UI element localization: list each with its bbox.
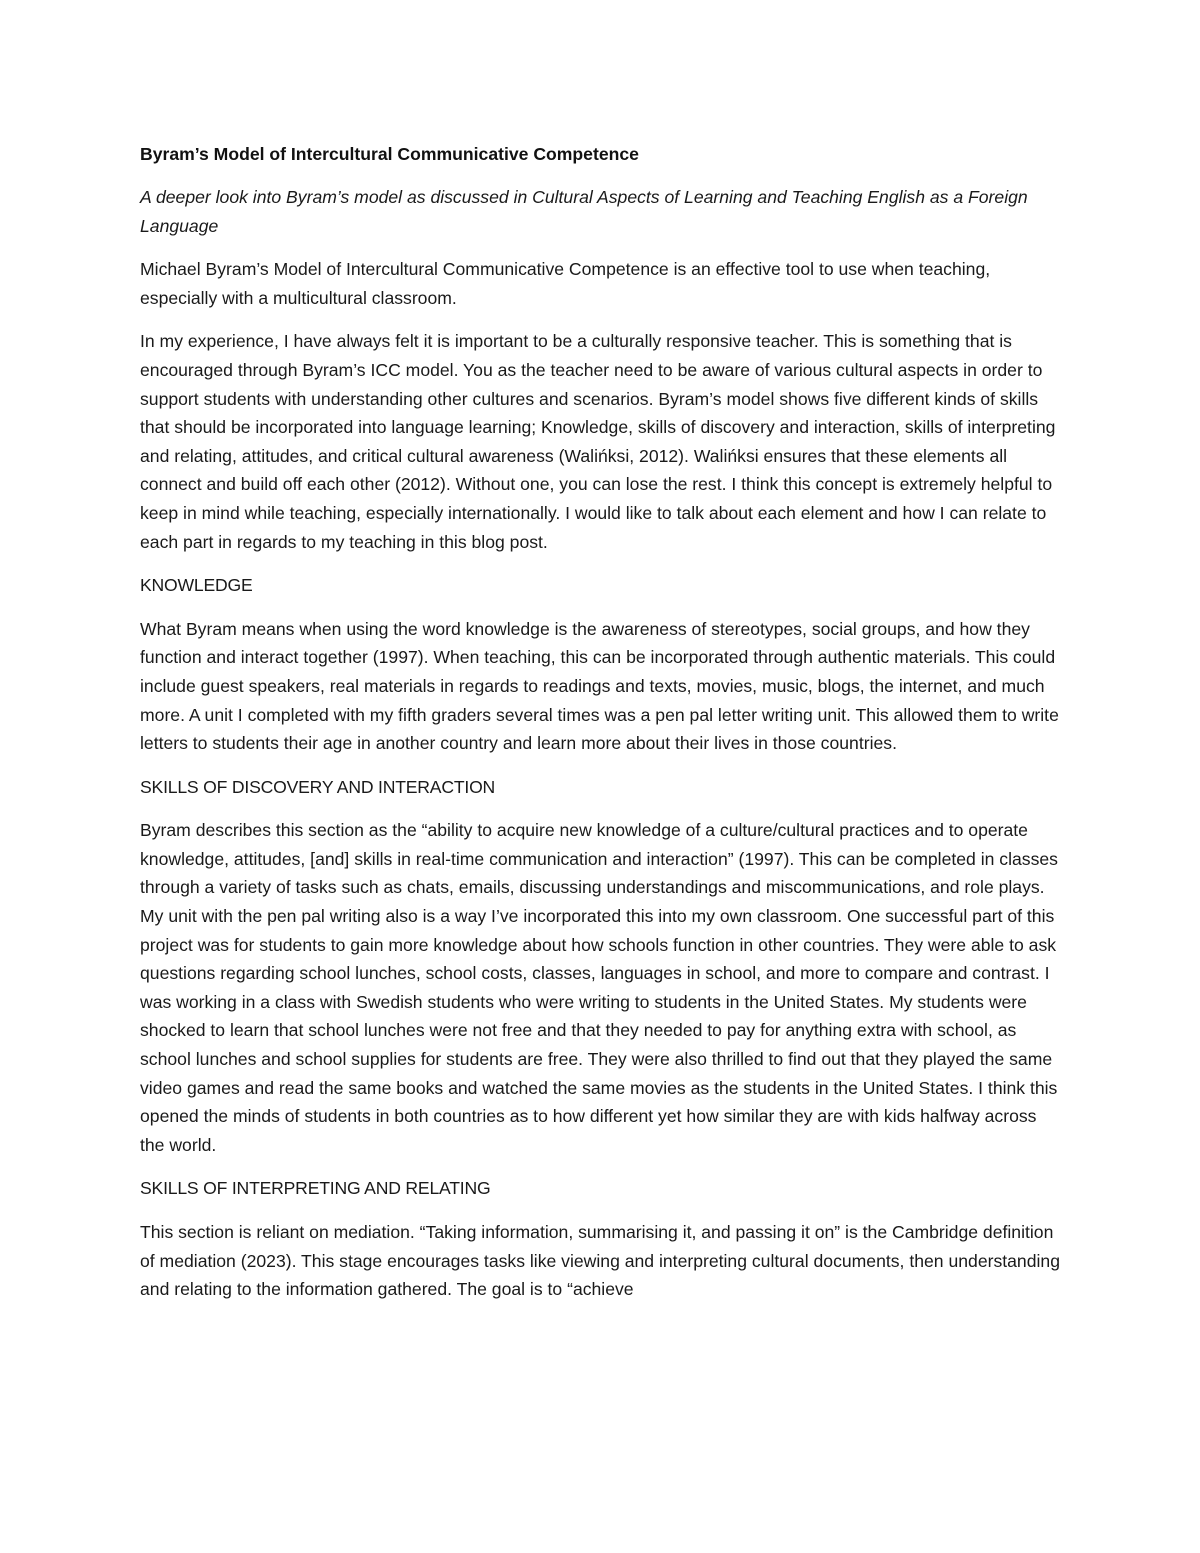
document-body bbox=[140, 140, 1065, 1319]
document-title: Byram’s Model of Intercultural Communicative Competence bbox=[140, 144, 639, 164]
experience-paragraph: In my experience, I have always felt it is important to be a culturally responsive teacher. This is something that is encouraged through Byram’s ICC model. You as the teacher need to be aware of various cultural aspects in order to support students with understanding other cultures and scenarios. Byram’s model shows five different kinds of skills that should be incorporated into language learning; Knowledge, skills of discovery and interaction, skills of interpreting and relating, attitudes, and critical cultural awareness (Walińksi, 2012). Walińksi ensures that these elements all connect and build off each other (2012). Without one, you can lose the rest. I think this concept is extremely helpful to keep in mind while teaching, especially internationally. I would like to talk about each element and how I can relate to each part in regards to my teaching in this blog post. bbox=[140, 331, 1056, 552]
section-heading-interpreting-relating: SKILLS OF INTERPRETING AND RELATING bbox=[140, 1178, 491, 1199]
section-heading-discovery-interaction: SKILLS OF DISCOVERY AND INTERACTION bbox=[140, 776, 496, 797]
document-subtitle: A deeper look into Byram’s model as discussed in Cultural Aspects of Learning and Teaching English as a Foreign Language bbox=[140, 187, 1028, 236]
section-body-knowledge: What Byram means when using the word knowledge is the awareness of stereotypes, social groups, and how they function and interact together (1997). When teaching, this can be incorporated through authentic materials. This could include guest speakers, real materials in regards to readings and texts, movies, music, blogs, the internet, and much more. A unit I completed with my fifth graders several times was a pen pal letter writing unit. This allowed them to write letters to students their age in another country and learn more about their lives in those countries. bbox=[140, 618, 1059, 754]
intro-paragraph: Michael Byram’s Model of Intercultural Communicative Competence is an effective tool to use when teaching, especially with a multicultural classroom. bbox=[140, 259, 991, 308]
section-heading-knowledge: KNOWLEDGE bbox=[140, 575, 253, 596]
section-body-interpreting-relating: This section is reliant on mediation. “Taking information, summarising it, and passing it on” is the Cambridge definition of mediation (2023). This stage encourages tasks like viewing and interpreting cultural documents, then understanding and relating to the information gathered. The goal is to “achieve bbox=[140, 1222, 1060, 1300]
section-body-discovery-interaction: Byram describes this section as the “ability to acquire new knowledge of a culture/cultural practices and to operate knowledge, attitudes, [and] skills in real-time communication and interaction” (1997). This can be completed in classes through a variety of tasks such as chats, emails, discussing understandings and miscommunications, and role plays. My unit with the pen pal writing also is a way I’ve incorporated this into my own classroom. One successful part of this project was for students to gain more knowledge about how schools function in other countries. They were able to ask questions regarding school lunches, school costs, classes, languages in school, and more to compare and contrast. I was working in a class with Swedish students who were writing to students in the United States. My students were shocked to learn that school lunches were not free and that they needed to pay for anything extra with school, as school lunches and school supplies for students are free. They were also thrilled to find out that they played the same video games and read the same books and watched the same movies as the students in the United States. I think this opened the minds of students in both countries as to how different yet how similar they are with kids halfway across the world. bbox=[140, 820, 1058, 1155]
